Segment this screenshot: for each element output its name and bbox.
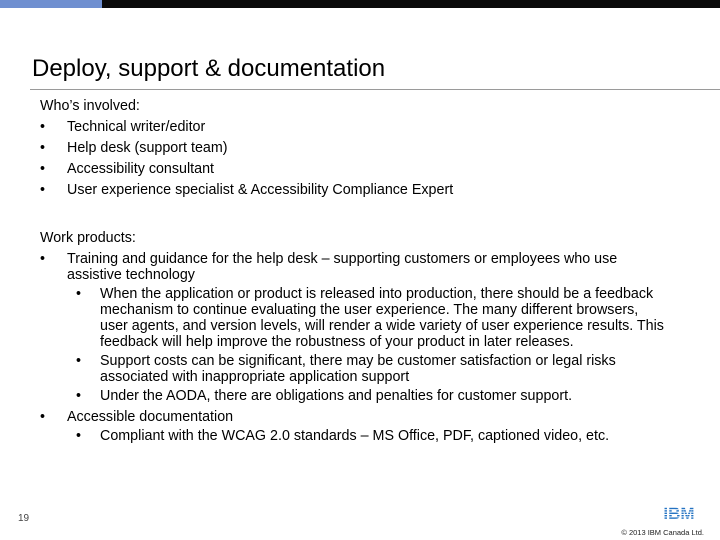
- ibm-logo: [658, 503, 700, 521]
- involved-heading: Who’s involved:: [40, 98, 140, 114]
- list-item: • Technical writer/editor: [40, 119, 206, 135]
- list-item: • Accessible documentation • Compliant with the WCAG 2.0 standards – MS Office, PDF, captioned video, etc.: [40, 409, 670, 444]
- involved-list: [40, 119, 670, 198]
- involved-section: [40, 98, 670, 203]
- sub-list-item: • Compliant with the WCAG 2.0 standards – MS Office, PDF, captioned video, etc.: [76, 428, 610, 444]
- work-products-list: [40, 251, 670, 444]
- sub-list-item: • When the application or product is released into production, there should be a feedback mechanism to continue evaluating the user experience. The many different browsers, user agents, and version levels, will render a wide variety of user experience results. This feedback will help improve the robustness of your product in later releases.: [76, 286, 664, 350]
- sub-list: [67, 428, 670, 444]
- top-bar-accent: [0, 0, 102, 8]
- sub-list: [67, 286, 670, 404]
- title-divider: [30, 89, 720, 90]
- list-item: • Training and guidance for the help desk – supporting customers or employees who use assistive technology • When the application or product is released into production, there should be a feedback mechanism to continue evaluating the user experience. The many different browsers, user agents, and version levels, will render a wide variety of user experience results. This feedback will help improve the robustness of your product in later releases. • Support costs can be significant, there may be customer satisfaction or legal risks associated with inappropriate application support • Under the AODA, there are obligations and penalties for customer support.: [40, 251, 670, 404]
- top-bar: [0, 0, 720, 8]
- list-item: • User experience specialist & Accessibility Compliance Expert: [40, 182, 454, 198]
- copyright-notice: © 2013 IBM Canada Ltd.: [621, 528, 704, 537]
- work-products-section: [40, 230, 670, 449]
- sub-list-item: • Under the AODA, there are obligations and penalties for customer support.: [76, 388, 573, 404]
- list-item: • Help desk (support team): [40, 140, 228, 156]
- sub-list-item: • Support costs can be significant, there may be customer satisfaction or legal risks associated with inappropriate application support: [76, 353, 616, 385]
- svg-text:IBM: IBM: [663, 504, 695, 521]
- list-item: • Accessibility consultant: [40, 161, 215, 177]
- slide-title: Deploy, support & documentation: [32, 55, 386, 82]
- work-products-heading: Work products:: [40, 230, 136, 246]
- page-number: 19: [18, 513, 30, 524]
